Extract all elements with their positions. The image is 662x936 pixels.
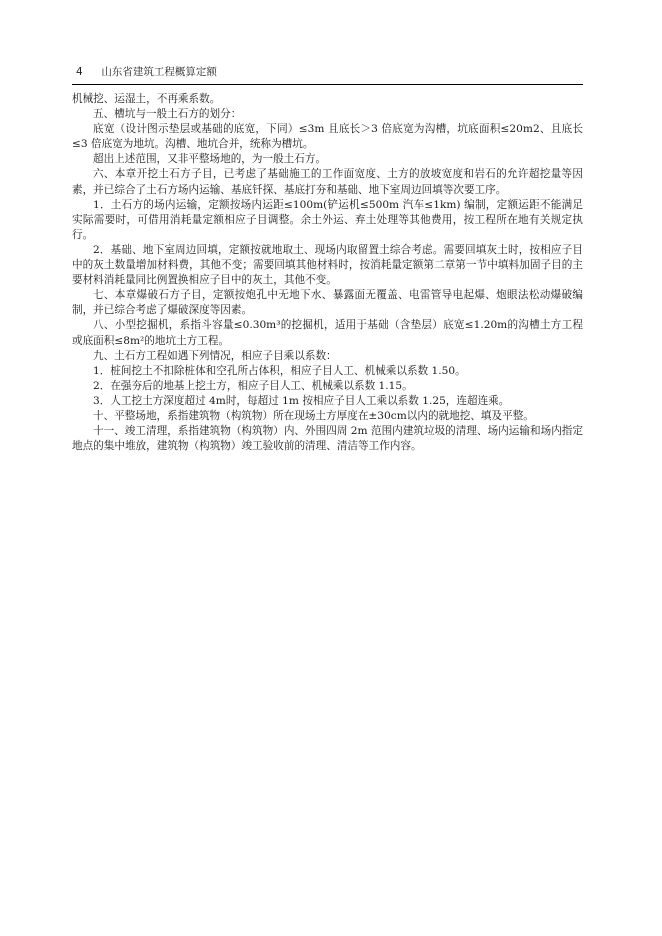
paragraph: 八、小型挖掘机，系指斗容量≤0.30m³的挖掘机，适用于基础（含垫层）底宽≤1.20m的沟槽土方工程或底面积≤8m²的地坑土方工程。 [72,319,583,347]
header-rule [72,84,583,85]
paragraph: 2．基础、地下室周边回填，定额按就地取土、现场内取留置土综合考虑。需要回填灰土时，按相应子目中的灰土数量增加材料费，其他不变；需要回填其他材料时，按消耗量定额第二章第一节中填料加固子目的主要材料消耗量同比例置换相应子目中的灰土，其他不变。 [72,243,583,287]
paragraph: 1．土石方的场内运输，定额按场内运距≤100m(铲运机≤500m 汽车≤1km) 编制，定额运距不能满足实际需要时，可借用消耗量定额相应子目调整。余土外运、弃土处理等其他费用，按工程所在地有关规定执行。 [72,198,583,241]
paragraph: 3．人工挖土方深度超过 4m时，每超过 1m 按相应子目人工乘以系数 1.25，连超连乘。 [93,394,510,407]
running-header [72,64,583,84]
paragraph: 十一、竣工清理，系指建筑物（构筑物）内、外围四周 2m 范围内建筑垃圾的清理、场内运输和场内指定地点的集中堆放，建筑物（构筑物）竣工验收前的清理、清洁等工作内容。 [72,425,583,453]
paragraph: 机械挖、运湿土，不再乘系数。 [72,93,221,105]
paragraph: 1．桩间挖土不扣除桩体和空孔所占体积，相应子目人工、机械乘以系数 1.50。 [93,364,466,377]
paragraph: 七、本章爆破石方子目，定额按炮孔中无地下水、暴露面无覆盖、电雷管导电起爆、炮眼法松动爆破编制，并已综合考虑了爆破深度等因素。 [72,289,583,317]
page-number: 4 [76,66,83,78]
paragraph: 五、槽坑与一般土石方的划分： [93,108,242,121]
paragraph: 六、本章开挖土石方子目，已考虑了基础施工的工作面宽度、土方的放坡宽度和岩石的允许超挖量等因素，并已综合了土石方场内运输、基底钎探、基底打夯和基础、地下室周边回填等次要工序。 [72,168,583,196]
paragraph: 超出上述范围，又非平整场地的，为一般土石方。 [93,153,327,166]
paragraph: 十、平整场地，系指建筑物（构筑物）所在现场土方厚度在±30cm以内的就地挖、填及平整。 [93,409,534,422]
paragraph: 九、土石方工程如遇下列情况，相应子目乘以系数： [93,349,337,362]
body-text [72,92,583,454]
paragraph: 底宽（设计图示垫层或基础的底宽，下同）≤3m 且底长＞3 倍底宽为沟槽，坑底面积≤20m2、且底长≤3 倍底宽为地坑。沟槽、地坑合并，统称为槽坑。 [72,123,583,151]
paragraph: 2．在强夯后的地基上挖土方，相应子目人工、机械乘以系数 1.15。 [93,379,413,392]
book-title: 山东省建筑工程概算定额 [101,66,217,78]
